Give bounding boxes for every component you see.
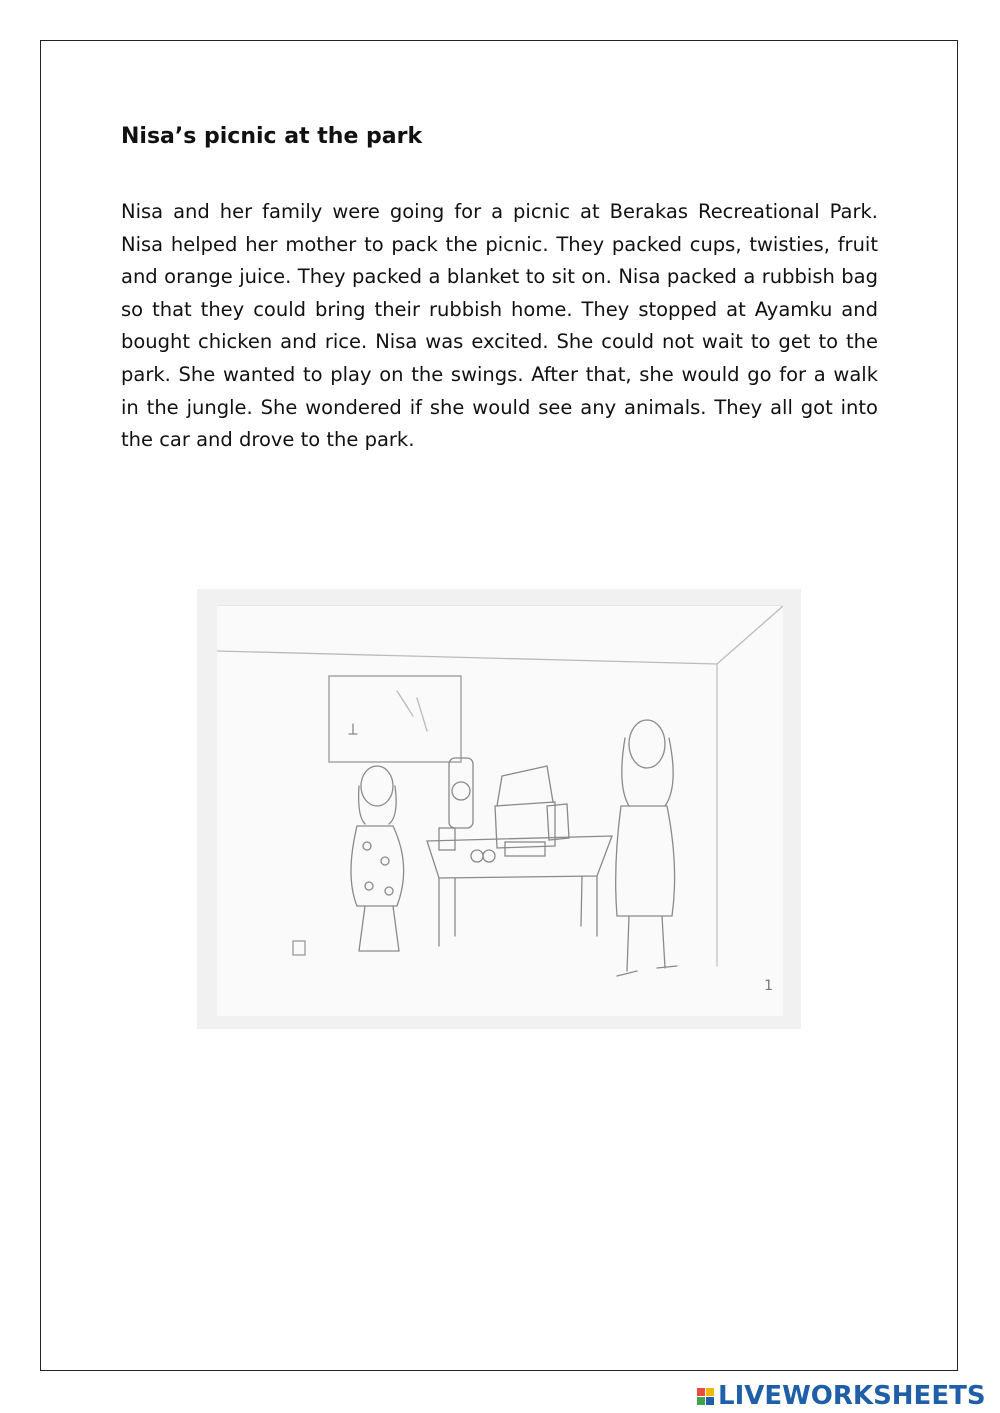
illustration-page-number: 1 [764,978,773,994]
illustration-panel [197,589,801,1029]
story-paragraph: Nisa and her family were going for a picnic at Berakas Recreational Park. Nisa helped her mother to pack the picnic. They packed cups, twisties, fruit and orange juice. They packed a blanket to sit on. Nisa packed a rubbish bag so that they could bring their rubbish home. They stopped at Ayamku and bought chicken and rice. Nisa was excited. She could not wait to get to the park. She wanted to play on the swings. After that, she would go for a walk in the jungle. She wondered if she would see any animals. They all got into the car and drove to the park. [121,200,878,452]
story-title: Nisa’s picnic at the park [121,124,423,149]
liveworksheets-logo-icon [697,1388,714,1405]
brand-text: LIVEWORKSHEETS [718,1381,986,1411]
picnic-sketch-icon [217,605,783,1016]
liveworksheets-brand [697,1381,986,1411]
